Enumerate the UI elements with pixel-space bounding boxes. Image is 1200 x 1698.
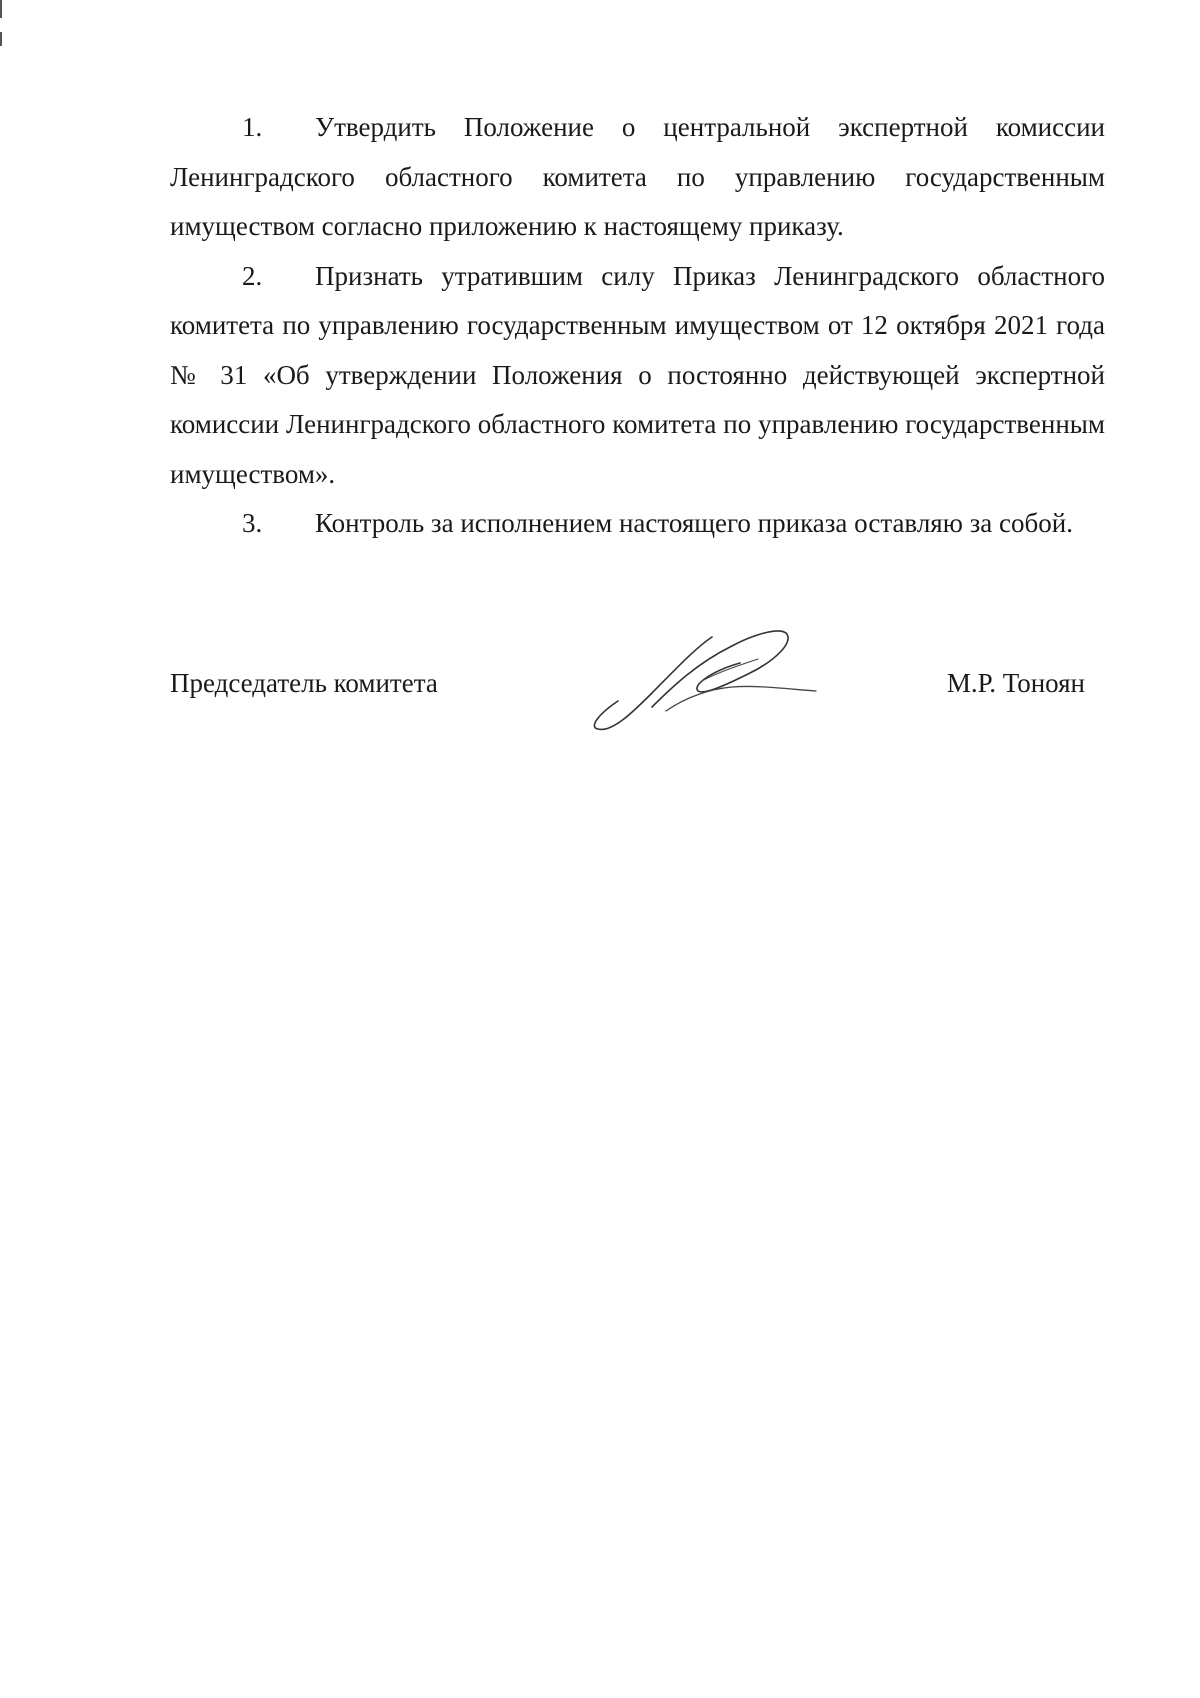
order-item-2 [170, 252, 1105, 500]
handwritten-signature [590, 623, 820, 733]
item-number: 3. [242, 508, 263, 538]
scan-edge-mark [0, 32, 2, 46]
order-items [170, 103, 1105, 549]
order-item-1 [170, 103, 1105, 252]
scan-edge-mark [0, 0, 2, 18]
order-item-3 [170, 499, 1105, 549]
signatory-name: М.Р. Тоноян [946, 668, 1085, 698]
item-number: 2. [242, 260, 263, 291]
signatory-role: Председатель комитета [170, 668, 438, 698]
item-text: Признать утратившим силу Приказ Ленинградского областного комитета по управлению государственным имуществом от 12 октября 2021 года № 31 «Об утверждении Положения о постоянно действующей экспертной комиссии Ленинградского областного комитета по управлению государственным имуществом». [170, 260, 1105, 489]
item-text: Утвердить Положение о центральной экспертной комиссии Ленинградского областного комитета по управлению государственным имуществом согласно приложению к настоящему приказу. [170, 112, 1105, 241]
item-text: Контроль за исполнением настоящего приказа оставляю за собой. [315, 508, 1073, 538]
signature-block [170, 668, 1105, 738]
item-number: 1. [242, 112, 263, 142]
